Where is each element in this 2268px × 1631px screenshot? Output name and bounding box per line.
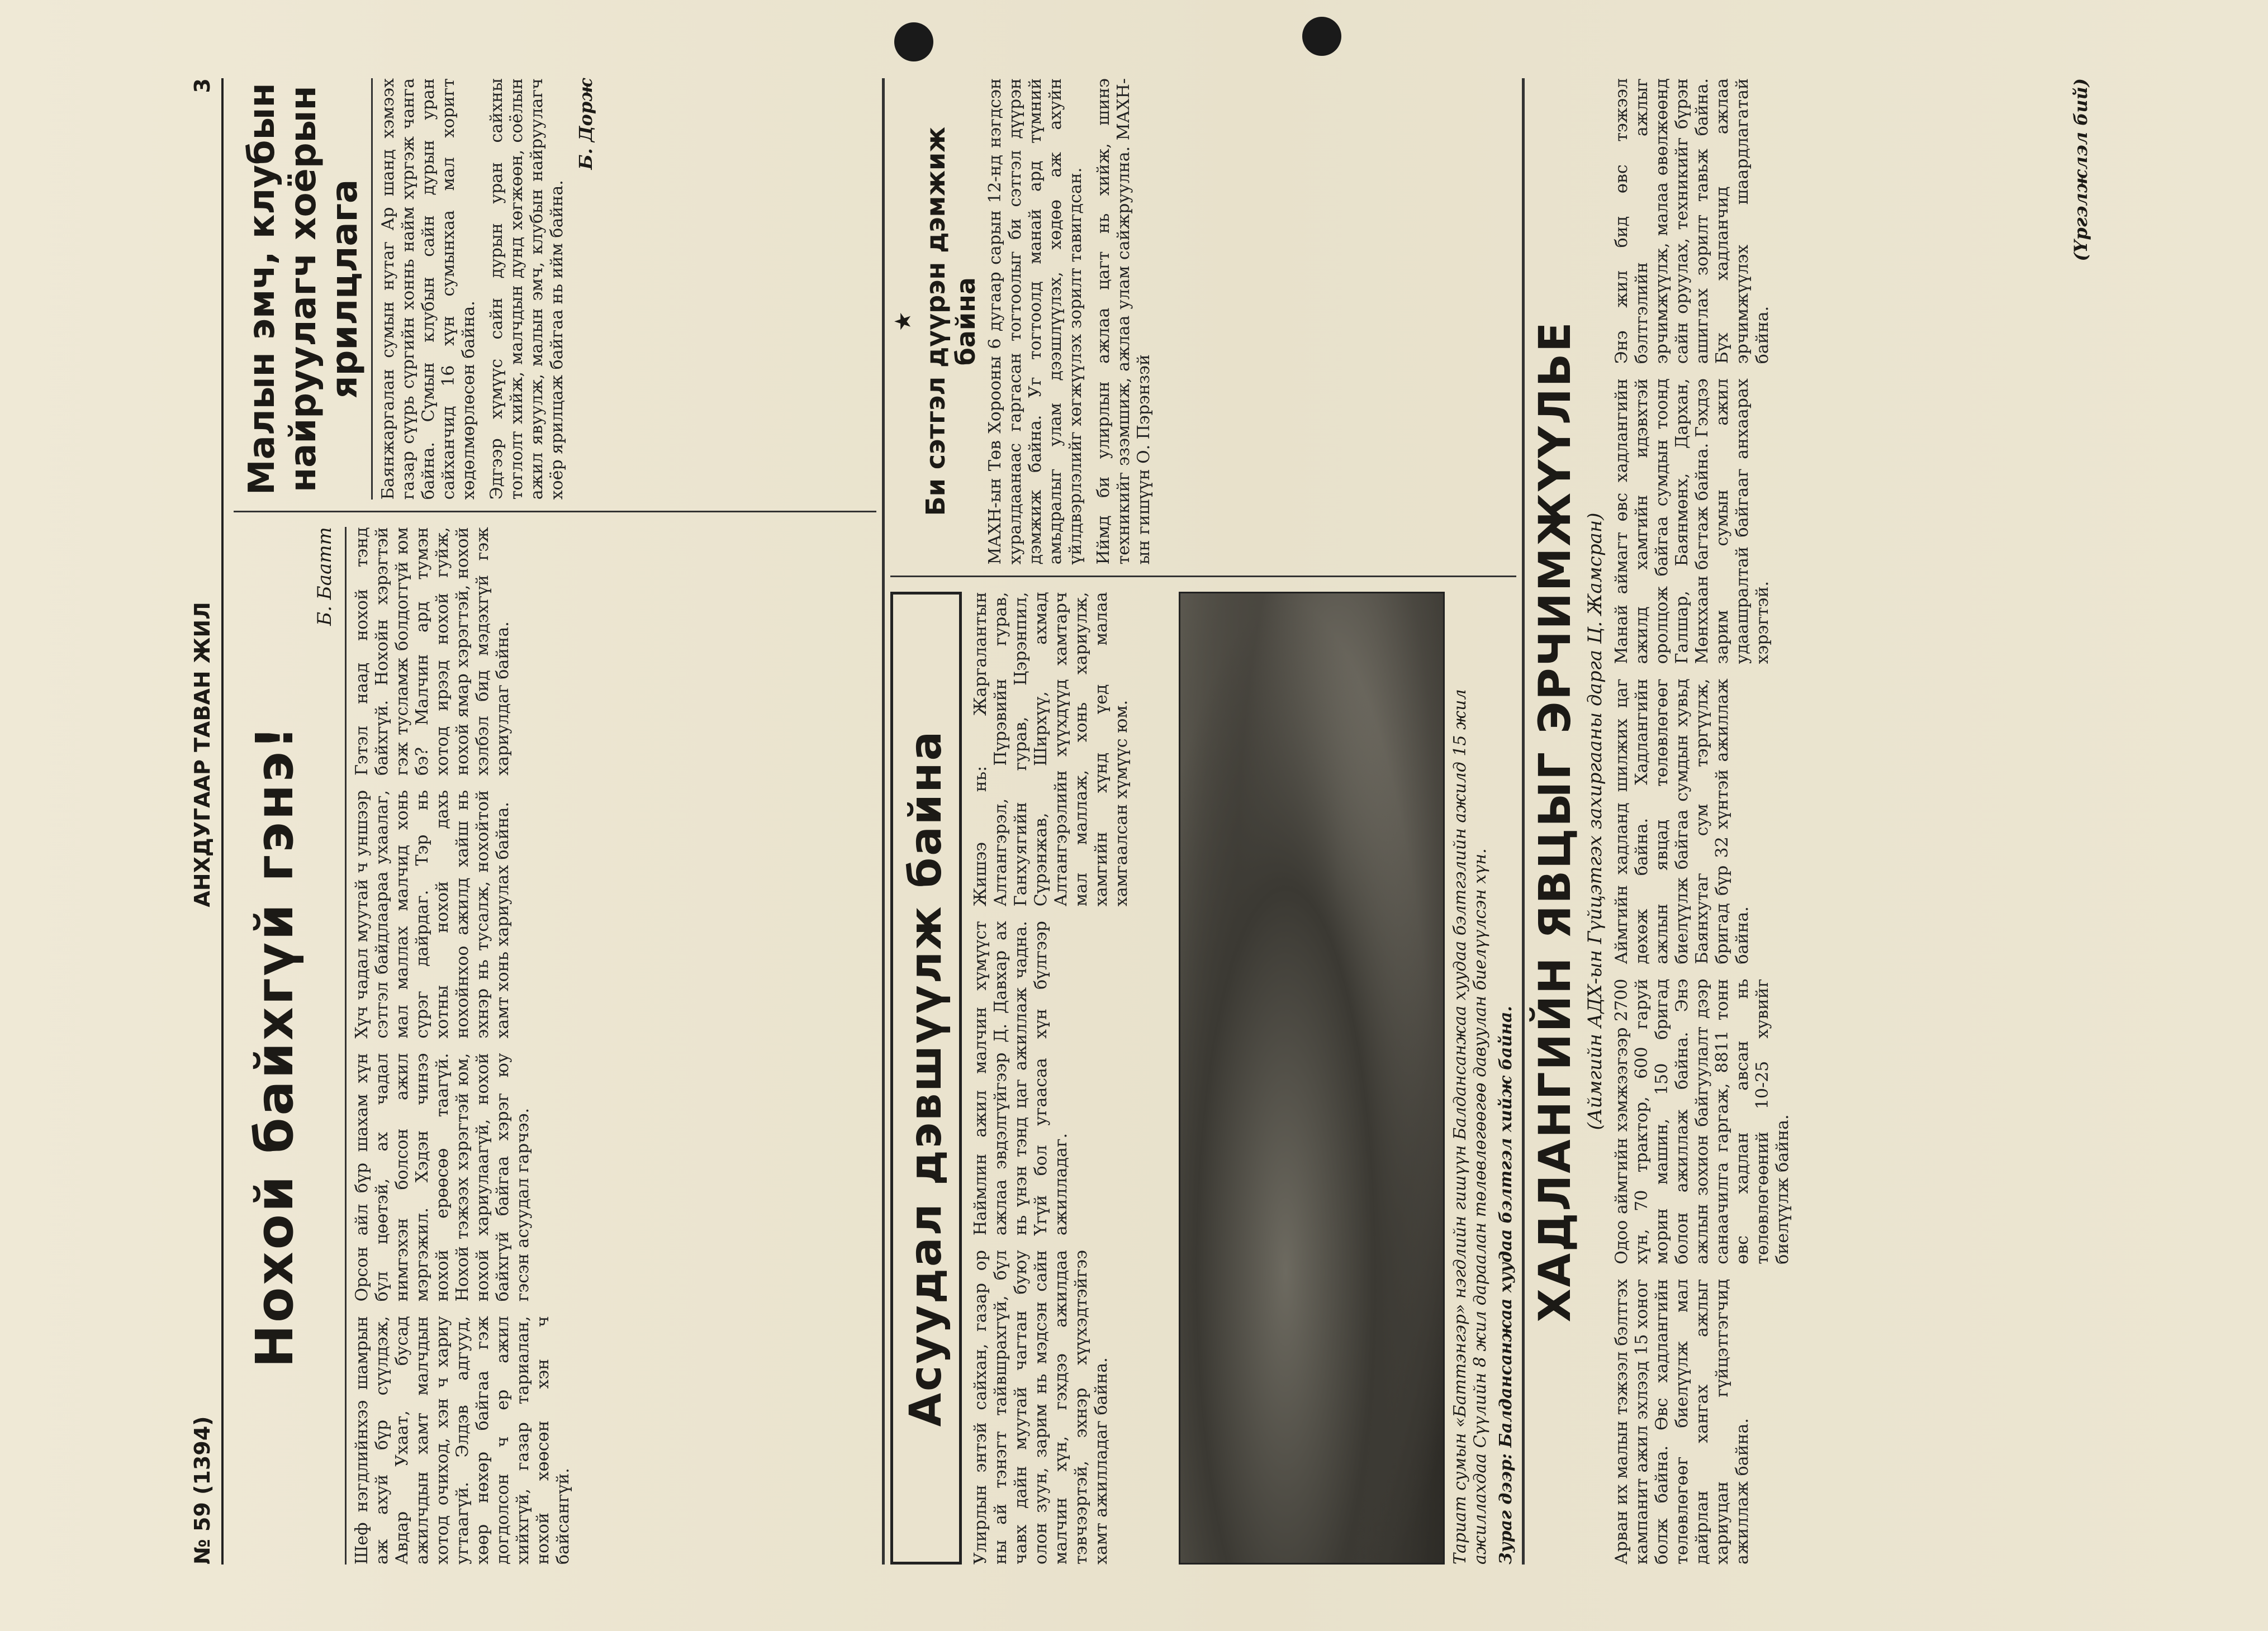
news-photo <box>1179 592 1445 1565</box>
haymaking-article-subtitle: (Аймгийн АДХ-ын Гүйцэтгэх захиргааны дарга Ц. Жамсран) <box>1584 512 1606 1130</box>
photo-credit: Зураг дээр: Балдансанжаа хуудаа бэлтгэл хийж байна. <box>1496 1006 1516 1565</box>
photo-caption: Тариат сумын «Баттэнгэр» нэгдлийн гишүүн Балдансанжаа хуудаа бэлтгэлийн ажилд 15 жил ажиллахдаа Сүүлийн 8 жил дараалан төлөвлөгөөгөө давуулан биелүүлсэн хүн. <box>1450 689 1490 1565</box>
middle-row <box>890 78 1516 1565</box>
page-number: 3 <box>190 78 215 93</box>
ornament-star-icon: ★ <box>890 311 916 332</box>
article-text: Орсон айл бүр шахам хүн бүл цөөтэй, ах чадал нимгэхэн болсон ажил мэргэжил. Хэдэн чинээ нохой ерөөсөө таагүй. Нохой тэжээх хэрэгтэй юм, нохой хариулаагүй, нохой байхгүй байгаа хэрэг юу гэсэн асуудал гарчээ. <box>352 1053 533 1302</box>
article-text: Аймгийн хадланд шилжих цаг дөхөж байна. Хадлангийн ажлын явцад төлөвлөгөөг биелүүлж байгаа сумдын хувьд Баянхутаг сум тэргүүлж, бригад бүр 32 хүнтэй ажиллаж байна. <box>1612 678 1752 964</box>
top-row <box>234 78 876 1565</box>
article-text: Арван их малын тэжээл бэлтгэх кампанит ажил эхлээд 15 хоног болж байна. Өвс хадлангийн төлөвлөгөөг биелүүлж мал дайрлан хангах ажлыг хариуцан гүйцэтгэгчид ажиллаж байна. <box>1612 1278 1752 1565</box>
veterinary-article <box>234 78 876 512</box>
article-text: Одоо аймгийн хэмжээгээр 2700 хүн, 70 трактор, 600 гаруй морин машин, 150 бригад болон ажиллаж байна. Энэ ажлын зохион байгуулалт дээр санаачилга гаргаж, 8811 тонн өвс хадлан авсан нь төлөвлөгөөний 10-25 хувийг биелүүлж байна. <box>1612 978 1792 1264</box>
sheepfold-article-title: Би сэтгэл дүүрэн дэмжиж байна <box>921 126 981 516</box>
article-text: Энэ жил бид өвс тэжээл бэлтгэлийн ажлыг эрчимжүүлж, малаа өвөлжөөнд сайн оруулах, техникийг бүрэн ашиглах зорилт тавьж байна. Бүх хадланчид ажлаа эрчимжүүлэх шаардлагатай байна. <box>1612 78 1772 364</box>
article-text: Наймлин ажил малчин хүмүүст ажлаа эвдэлгүйгээр Д. Давхар ах нь үнэн тэнд цаг ажиллаж чадна. Үгүй бол угаасаа хүн бүлгээр ажилладаг. <box>971 921 1071 1236</box>
continuation-note: (Үргэлжлэл бий) <box>2070 78 2091 261</box>
masthead-slogan: АНХДУГААР ТАВАН ЖИЛ <box>190 602 215 907</box>
article-signature: Б. Дорж <box>575 78 596 170</box>
divider <box>345 527 347 1565</box>
article-text: Баянжаргалан сумын нутаг Ар шанд хэмээх газар сүүрь сүргийн хоннь найм хүргэж чанга байна. Сүмын клубын сайн дурын уран сайханчид 16 хүн сумынхаа мал хоригт хөдөлмөрлөсөн байна. <box>378 78 478 500</box>
haymaking-article <box>1530 78 2091 1565</box>
article-text: Эдгээр хүмүүс сайн дурын уран сайхны тоглолт хийж, малчдын дунд хөгжөөн, соёлын ажил явуулж, малын эмч, клубын найруулагч хоёр ярилцаж байгаа нь ийм байна. <box>487 78 567 500</box>
haymaking-article-title: ХАДЛАНГИЙН ЯВЦЫГ ЭРЧИМЖҮҮЛЬЕ <box>1530 320 1581 1323</box>
article-text: Шеф нэгдлийнхээ шамрын аж ахуй бүр сүүлдэж, Авдар Ухаат, бусад ажилчдын хамт малчдын хотод очиход, хэн ч хариу угтаагүй. Элдэв адгууд, хөөр нөхөр байгаа гэж догдолсон ч ер ажил хийхгүй, газар тариалан, нохой хөөсөн хэн ч байсангүй. <box>352 1316 573 1565</box>
section-divider <box>1522 78 1525 1565</box>
article-text: МАХН-ын Төв Хорооны 6 дугаар сарын 12-нд нэгдсэн хуралдаанаас гаргасан тогтоолыг би сэтгэл дүүрэн дэмжиж байна. Уг тогтоолд манай ард түмний амьдралыг улам дээшлүүлэх, хөдөө аж ахуйн үйлдвэрлэлийг хөгжүүлэх зорилт тавигдсан. <box>985 78 1085 565</box>
question-article-title: Асуудал дэвшүүлж байна <box>890 592 962 1565</box>
dog-article-author: Б. Баатт <box>314 527 336 626</box>
article-text: Жишээ нь: Жаргалантын Алтангэрэл, Пүрэвийн гурав, Ганхуягийн гурав, Цэрэнпил, Сүрэнжав, Ширхүү, ахмад Алтангэрэлийн хүүхдүүд хамтарч мал маллаж, хонь хариулж, хамгийн хүнд үед малаа хамгаалсан хүмүүс юм. <box>971 592 1131 907</box>
article-text: Улирлын энтэй сайхан, газар ор ны ай тэнэгт тайвшрахгүй, бүл чавх дайн муутай чагтан буюу олон зуун, зарим нь мэдсэн сайн малчин хүн, гэхдээ ажилдаа тэвчээртэй, эхнэр хүүхэдтэйгээ хамт ажилладаг байна. <box>971 1250 1111 1565</box>
article-text: Иймд би улирлын ажлаа цагт нь хийж, шинэ техникийг эзэмшиж, ажлаа улам сайжруулна. МАХН-ын гишүүн О. Пэрэнзэй <box>1094 78 1154 565</box>
section-divider <box>882 78 885 1565</box>
dog-article <box>234 527 876 1565</box>
veterinary-article-title: Малын эмч, клубын найруулагч хоёрын ярилцлага <box>241 83 366 495</box>
masthead <box>190 78 224 1565</box>
question-article <box>890 592 1516 1565</box>
issue-number: № 59 (1394) <box>190 1416 215 1565</box>
dog-article-title: Нохой байхгүй гэнэ! <box>245 724 305 1368</box>
article-text: Гэтэл наад нохой тэнд байхгүй. Нохойн хэрэгтэй гэж тусламж болдоггүй юм бэ? Малчин ард тумэн хотод ирээд нохой гуйж, нохой ямар хэрэгтэй, нохой хэлбэл бид мэдэхгүй гэж хариулдаг байна. <box>352 527 513 776</box>
divider <box>371 78 373 500</box>
article-text: Хүч чадал муутай ч уншээр сэтгэл байдлаараа ухаалаг, мал маллах малчид хонь сүрэг дайрдаг. Тэр нь хотны нохой дахь нохойнхоо ажилд хайш нь эхнэр нь тусалж, нохойтой хамт хонь хариулах байна. <box>352 790 513 1039</box>
sheepfold-article <box>890 78 1516 577</box>
article-text: Манай аймагт өвс хадлангийн ажилд хамгийн идэвхтэй оролцож байгаа сумдын тоонд Галшар, Баянмөнх, Дархан, Мөнххаан багтаж байна. Гэхдээ зарим сумын ажил удаашралтай байгааг анхаарах хэрэгтэй. <box>1612 378 1772 664</box>
rotated-newspaper-page <box>168 45 2180 1598</box>
